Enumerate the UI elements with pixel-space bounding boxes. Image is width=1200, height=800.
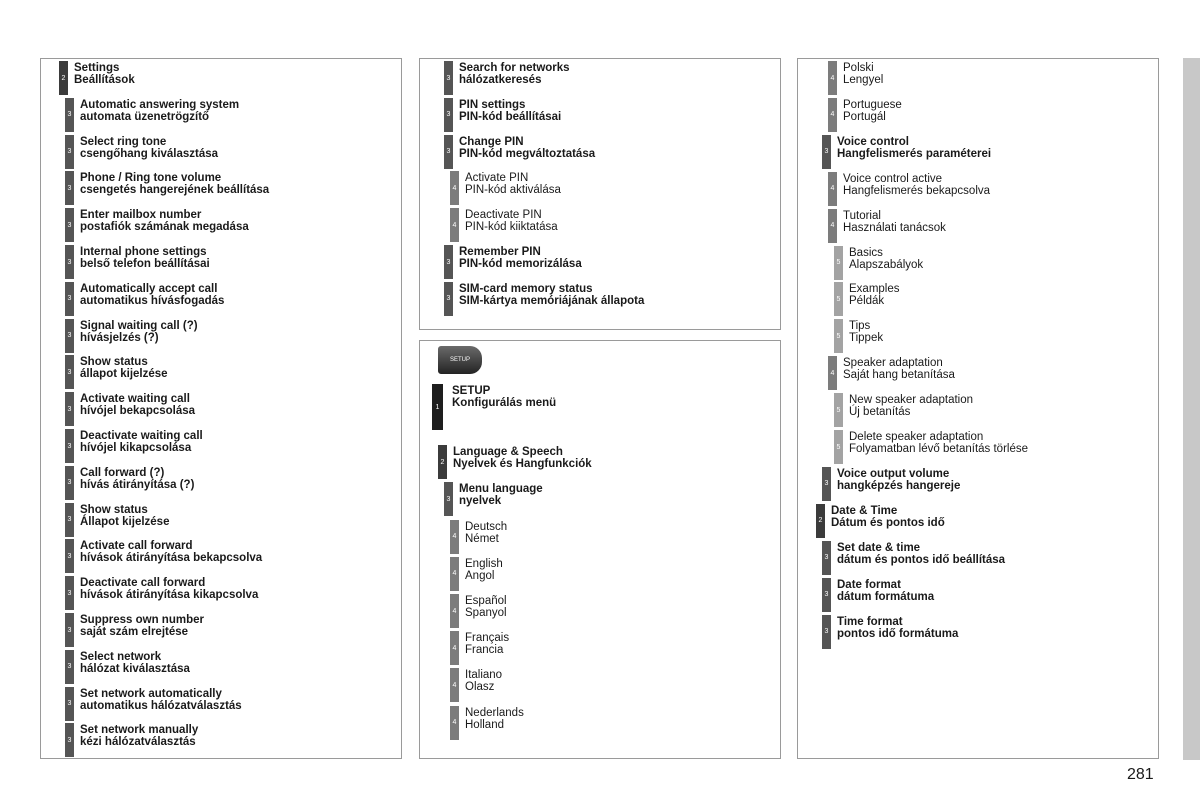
- level-marker: 3: [65, 466, 74, 500]
- menu-item-label-en: Phone / Ring tone volume: [80, 172, 222, 185]
- level-marker: 5: [834, 430, 843, 464]
- menu-item-label-en: Delete speaker adaptation: [849, 431, 984, 443]
- menu-item-label-en: Speaker adaptation: [843, 357, 943, 370]
- level-marker: 3: [65, 687, 74, 721]
- page-number: 281: [1127, 766, 1154, 783]
- menu-item-label-hu: Lengyel: [843, 74, 884, 86]
- menu-item-label-hu: Dátum és pontos idő: [831, 516, 945, 529]
- menu-item-label-en: Suppress own number: [80, 614, 204, 626]
- menu-item-label-hu: Új betanítás: [849, 406, 911, 419]
- level-marker: 3: [65, 723, 74, 757]
- level-marker: 4: [828, 209, 837, 243]
- menu-item-label-hu: Folyamatban lévő betanítás törlése: [849, 443, 1028, 455]
- menu-item-label-hu: SIM-kártya memóriájának állapota: [459, 294, 645, 307]
- level-marker: 4: [450, 594, 459, 628]
- level-marker: 3: [444, 282, 453, 316]
- menu-item-label-en: SETUP: [452, 385, 491, 397]
- menu-item-label-en: Voice output volume: [837, 467, 950, 480]
- menu-item-label-en: Deutsch: [465, 520, 508, 533]
- level-marker: 3: [822, 467, 831, 501]
- menu-panel-left: [40, 58, 402, 759]
- menu-item-label-hu: csengőhang kiválasztása: [80, 147, 219, 160]
- menu-panel-middle-top: [419, 58, 781, 330]
- menu-item-label-en: Change PIN: [459, 135, 524, 148]
- level-marker: 4: [450, 557, 459, 591]
- level-marker: 4: [450, 706, 459, 740]
- menu-item-label-en: Activate waiting call: [80, 393, 190, 406]
- menu-item-label-en: Set network automatically: [80, 687, 222, 700]
- menu-item-label-hu: hálózatkeresés: [459, 74, 542, 86]
- menu-item-label-en: Remember PIN: [459, 246, 541, 258]
- level-marker: 4: [828, 356, 837, 390]
- menu-item-label-en: Time format: [837, 615, 903, 628]
- level-marker: 3: [444, 61, 453, 95]
- menu-item-label-hu: Hangfelismerés bekapcsolva: [843, 184, 991, 197]
- menu-item-label-hu: PIN-kód megváltoztatása: [459, 147, 596, 160]
- level-marker: 3: [444, 482, 453, 516]
- menu-item-label-en: Basics: [849, 246, 883, 259]
- level-marker: 5: [834, 393, 843, 427]
- menu-item-label-hu: Hangfelismerés paraméterei: [837, 147, 992, 160]
- level-marker: 2: [816, 504, 825, 538]
- level-marker: 3: [444, 98, 453, 132]
- menu-item-label-en: Date format: [837, 578, 901, 591]
- level-marker: 3: [65, 208, 74, 242]
- chapter-side-tab: [1183, 58, 1200, 760]
- menu-item-label-hu: Francia: [465, 644, 504, 657]
- menu-item-label-hu: Angol: [465, 569, 495, 582]
- menu-item-label-en: Search for networks: [459, 62, 570, 74]
- level-marker: 2: [59, 61, 68, 95]
- menu-item-label-hu: Példák: [849, 295, 885, 308]
- menu-item-label-hu: belső telefon beállításai: [80, 258, 210, 270]
- menu-item-label-hu: nyelvek: [459, 495, 502, 508]
- menu-item-label-hu: PIN-kód kiiktatása: [465, 221, 558, 234]
- menu-item-label-hu: Holland: [465, 718, 504, 731]
- menu-item-label-hu: Német: [465, 532, 499, 545]
- menu-item-label-hu: Tippek: [849, 332, 884, 345]
- menu-item-label-hu: dátum formátuma: [837, 590, 935, 603]
- menu-item-label-hu: hívás átirányítása (?): [80, 478, 195, 491]
- menu-item-label-en: Select ring tone: [80, 135, 167, 148]
- menu-item-label-hu: Használati tanácsok: [843, 221, 946, 234]
- menu-item-label-hu: hívások átirányítása kikapcsolva: [80, 589, 259, 602]
- menu-item-label-en: Select network: [80, 650, 162, 663]
- level-marker: 4: [828, 98, 837, 132]
- menu-panel-right: [797, 58, 1159, 759]
- level-marker: 3: [65, 282, 74, 316]
- menu-item-label-en: Language & Speech: [453, 446, 563, 459]
- menu-item-label-hu: PIN-kód beállításai: [459, 110, 562, 123]
- menu-item-label-hu: hangképzés hangereje: [837, 479, 961, 492]
- level-marker: 3: [65, 392, 74, 426]
- level-marker: 3: [65, 135, 74, 169]
- menu-item-label-en: Tips: [849, 320, 871, 333]
- level-marker: 3: [65, 171, 74, 205]
- menu-item-label-en: Deactivate PIN: [465, 209, 542, 222]
- level-marker: 3: [65, 429, 74, 463]
- menu-item-label-hu: Saját hang betanítása: [843, 369, 955, 382]
- menu-item-label-en: Settings: [74, 62, 120, 74]
- level-marker: 3: [65, 613, 74, 647]
- menu-item-label-hu: automatikus hálózatválasztás: [80, 699, 242, 712]
- level-marker: 4: [450, 208, 459, 242]
- level-marker: 3: [65, 245, 74, 279]
- menu-item-label-en: SIM-card memory status: [459, 282, 593, 295]
- level-marker: 3: [65, 539, 74, 573]
- level-marker: 4: [828, 172, 837, 206]
- menu-item-label-hu: Beállítások: [74, 74, 135, 86]
- menu-item-label-hu: automata üzenetrögzítő: [80, 110, 210, 123]
- menu-item-label-en: Internal phone settings: [80, 246, 207, 258]
- menu-item-label-hu: hívásjelzés (?): [80, 331, 159, 344]
- menu-item-label-hu: postafiók számának megadása: [80, 221, 249, 234]
- level-marker: 2: [438, 445, 447, 479]
- menu-item-label-hu: Spanyol: [465, 607, 507, 619]
- level-marker: 3: [444, 245, 453, 279]
- level-marker: 4: [450, 631, 459, 665]
- level-marker: 3: [822, 541, 831, 575]
- menu-item-label-en: Show status: [80, 356, 148, 369]
- menu-item-label-hu: saját szám elrejtése: [80, 626, 189, 638]
- menu-item-label-en: Signal waiting call (?): [80, 319, 198, 332]
- level-marker: 5: [834, 246, 843, 280]
- menu-item-label-en: Show status: [80, 503, 148, 516]
- level-marker: 3: [822, 615, 831, 649]
- level-marker: 3: [65, 355, 74, 389]
- menu-item-label-en: PIN settings: [459, 98, 526, 111]
- menu-item-label-hu: PIN-kód aktiválása: [465, 184, 561, 197]
- menu-item-label-hu: Állapot kijelzése: [80, 515, 170, 528]
- menu-item-label-en: Deactivate waiting call: [80, 430, 203, 442]
- menu-item-label-hu: Nyelvek és Hangfunkciók: [453, 458, 592, 471]
- level-marker: 3: [65, 319, 74, 353]
- level-marker: 3: [822, 578, 831, 612]
- menu-item-label-en: Deactivate call forward: [80, 577, 206, 590]
- menu-item-label-en: Menu language: [459, 483, 543, 496]
- menu-item-label-hu: állapot kijelzése: [80, 368, 168, 381]
- level-marker: 3: [444, 135, 453, 169]
- menu-item-label-hu: Portugál: [843, 110, 886, 123]
- menu-item-label-hu: PIN-kód memorizálása: [459, 258, 582, 270]
- level-marker: 3: [65, 650, 74, 684]
- menu-item-label-en: Voice control active: [843, 172, 943, 185]
- menu-item-label-hu: Konfigurálás menü: [452, 397, 557, 409]
- menu-item-label-en: Automatically accept call: [80, 282, 218, 295]
- menu-item-label-en: Tutorial: [843, 209, 881, 222]
- menu-item-label-en: Español: [465, 595, 507, 607]
- level-marker: 3: [65, 98, 74, 132]
- menu-item-label-hu: hívások átirányítása bekapcsolva: [80, 552, 263, 565]
- menu-item-label-hu: Alapszabályok: [849, 258, 924, 271]
- menu-item-label-en: Polski: [843, 62, 874, 74]
- menu-item-label-hu: pontos idő formátuma: [837, 627, 959, 640]
- menu-item-label-en: Italiano: [465, 669, 503, 682]
- menu-item-label-hu: dátum és pontos idő beállítása: [837, 553, 1006, 566]
- menu-item-label-hu: csengetés hangerejének beállítása: [80, 184, 270, 197]
- menu-item-label-en: Activate PIN: [465, 172, 529, 185]
- level-marker: 5: [834, 319, 843, 353]
- level-marker: 4: [450, 520, 459, 554]
- menu-item-label-en: Call forward (?): [80, 466, 165, 479]
- menu-item-label-hu: kézi hálózatválasztás: [80, 736, 196, 749]
- menu-item-label-en: New speaker adaptation: [849, 394, 974, 407]
- menu-item-label-en: Enter mailbox number: [80, 209, 202, 222]
- menu-item-label-en: Date & Time: [831, 504, 898, 517]
- level-marker: 4: [450, 668, 459, 702]
- menu-panel-middle-bottom: [419, 340, 781, 759]
- menu-item-label-hu: hívójel kikapcsolása: [80, 442, 192, 454]
- menu-item-label-en: Automatic answering system: [80, 98, 240, 111]
- level-marker: 3: [65, 576, 74, 610]
- menu-item-label-hu: hívójel bekapcsolása: [80, 405, 196, 418]
- level-marker: 3: [822, 135, 831, 169]
- menu-item-label-en: Nederlands: [465, 706, 524, 719]
- menu-item-label-en: Français: [465, 632, 510, 645]
- menu-item-label-en: Set date & time: [837, 541, 921, 554]
- menu-item-label-hu: hálózat kiválasztása: [80, 662, 190, 675]
- setup-button-icon: SETUP: [438, 346, 482, 374]
- menu-item-label-en: English: [465, 557, 503, 570]
- level-marker: 3: [65, 503, 74, 537]
- menu-item-label-en: Activate call forward: [80, 540, 193, 553]
- menu-item-label-hu: Olasz: [465, 681, 495, 694]
- menu-item-label-en: Examples: [849, 283, 900, 296]
- menu-item-label-en: Set network manually: [80, 724, 199, 737]
- level-marker: 4: [450, 171, 459, 205]
- menu-item-label-en: Voice control: [837, 135, 909, 148]
- menu-item-label-hu: automatikus hívásfogadás: [80, 294, 225, 307]
- level-marker: 5: [834, 282, 843, 316]
- level-marker: 4: [828, 61, 837, 95]
- level-marker: 1: [432, 384, 443, 430]
- menu-item-label-en: Portuguese: [843, 98, 902, 111]
